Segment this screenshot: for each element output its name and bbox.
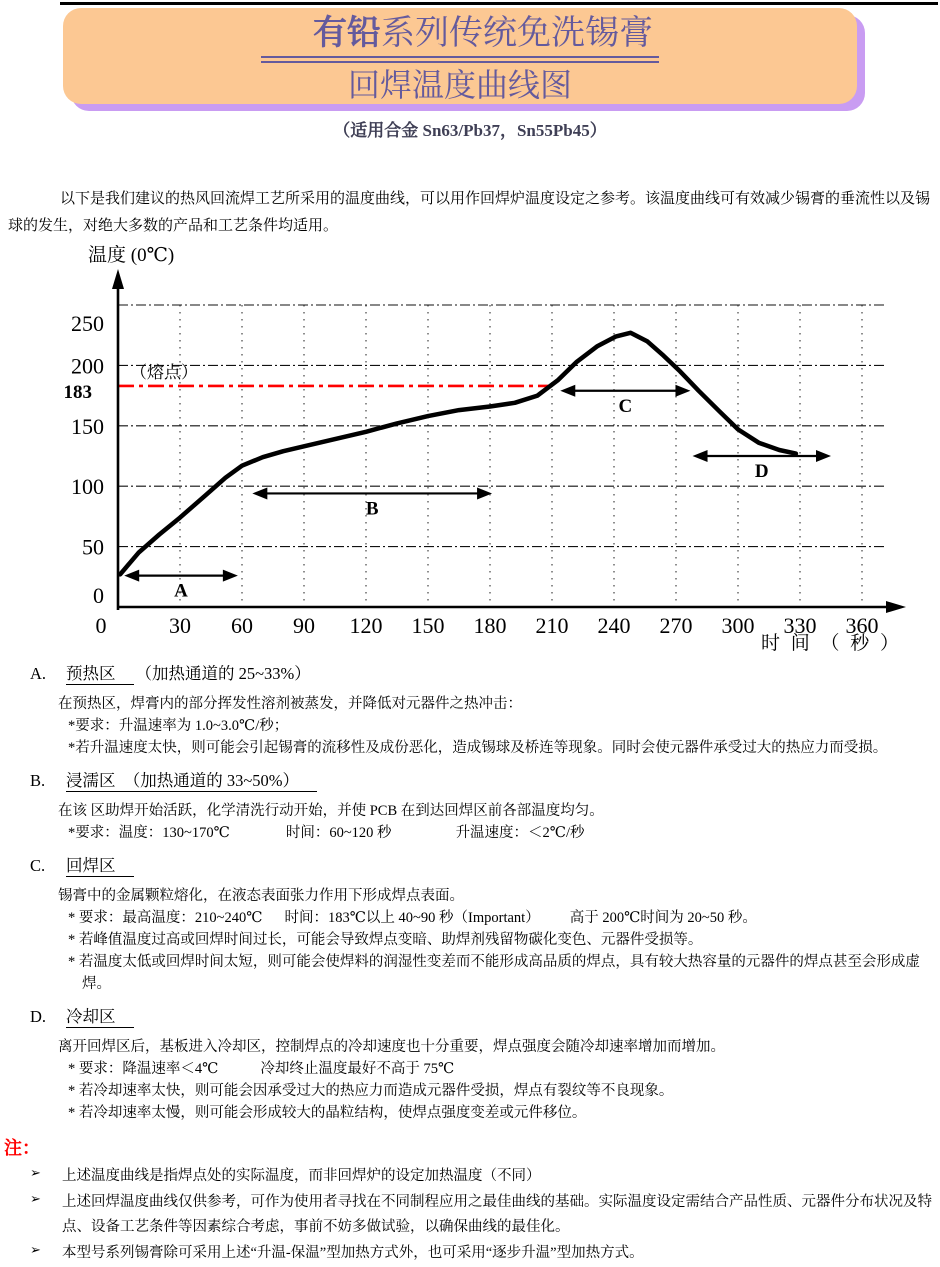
requirement-part: 时间：60~120 秒 <box>285 825 392 841</box>
title-underline <box>261 14 659 63</box>
section-text-line: * 若冷却速率太快，则可能会因承受过大的热应力而造成元器件受损，焊点有裂纹等不良现象。 <box>68 1083 674 1099</box>
section-title: 预热区 <box>66 664 134 685</box>
section-heading <box>30 1004 936 1030</box>
note-text: 上述回焊温度曲线仅供参考，可作为使用者寻找在不同制程应用之最佳曲线的基础。实际温度设定需结合产品性质、元器件分布状况及特点、设备工艺条件等因素综合考虑，事前不妨多做试验，以确保曲线的最佳化。 <box>62 1194 932 1235</box>
x-tick-label: 360 <box>845 613 879 638</box>
requirement-part: 时间：183℃以上 40~90 秒（Important） <box>284 910 540 926</box>
notes-block <box>4 1136 936 1266</box>
section-a-preheat-zone <box>30 661 936 759</box>
y-tick-label: 200 <box>71 353 104 379</box>
y-tick-label: 100 <box>71 474 104 500</box>
section-letter: A. <box>30 664 47 683</box>
y-tick-label: 0 <box>93 583 104 608</box>
requirement-part: * 要求：最高温度：210~240℃ <box>68 910 263 926</box>
note-text: 本型号系列锡膏除可采用上述“升温-保温”型加热方式外，也可采用“逐步升温”型加热方式。 <box>62 1245 644 1261</box>
x-tick-label: 90 <box>293 613 315 638</box>
section-text-line: 在该 区助焊开始活跃，化学清洗行动开始，并使 PCB 在到达回焊区前各部温度均匀。 <box>58 803 604 819</box>
header-banner <box>63 8 857 104</box>
title-bold-part: 有铅 <box>313 15 381 52</box>
x-tick-label: 270 <box>659 613 693 638</box>
y-tick-label: 50 <box>82 534 104 560</box>
zone-label-C: C <box>618 395 633 417</box>
section-title: 浸濡区 （加热通道的 33~50%） <box>66 771 317 792</box>
section-title: 冷却区 <box>66 1007 134 1028</box>
x-tick-label: 0 <box>95 613 107 638</box>
zones-description <box>4 652 936 1267</box>
section-letter: C. <box>30 856 46 875</box>
chart-area <box>0 245 940 660</box>
requirement-part: *要求：温度：130~170℃ <box>68 825 230 841</box>
section-text-line: 在预热区，焊膏内的部分挥发性溶剂被蒸发，并降低对元器件之热冲击： <box>58 696 522 712</box>
zone-arrowhead-icon <box>124 570 139 582</box>
x-tick-label: 120 <box>349 613 383 638</box>
section-requirements-line <box>68 822 936 844</box>
x-tick-label: 330 <box>783 613 817 638</box>
temperature-curve <box>120 333 796 575</box>
zone-label-A: A <box>174 580 188 602</box>
x-tick-label: 210 <box>535 613 569 638</box>
page-title-line2: 回焊温度曲线图 <box>347 67 572 103</box>
page-title-line1 <box>63 14 857 63</box>
y-tick-label: 150 <box>71 413 104 439</box>
zone-arrowhead-icon <box>223 570 238 582</box>
section-requirements-line <box>68 907 936 929</box>
top-rule <box>60 2 938 5</box>
note-item <box>30 1190 936 1240</box>
x-tick-label: 180 <box>473 613 507 638</box>
note-text: 上述温度曲线是指焊点处的实际温度，而非回焊炉的设定加热温度（不同） <box>62 1168 541 1184</box>
section-title-paren: （加热通道的 25~33%） <box>135 664 311 683</box>
section-heading <box>30 853 936 879</box>
section-heading <box>30 768 936 794</box>
section-body <box>58 800 936 844</box>
section-requirements-line <box>68 1058 936 1080</box>
section-text-line: * 若峰值温度过高或回焊时间过长，可能会导致焊点变暗、助焊剂残留物碳化变色、元器件受损等。 <box>68 932 703 948</box>
x-axis-arrow-icon <box>886 601 906 613</box>
section-text-line: *若升温速度太快，则可能会引起锡膏的流移性及成份恶化，造成锡球及桥连等现象。同时会使元器件承受过大的热应力而受损。 <box>68 740 888 756</box>
x-tick-label: 150 <box>411 613 445 638</box>
zone-arrowhead-icon <box>252 487 267 499</box>
section-text-line: 锡膏中的金属颗粒熔化，在液态表面张力作用下形成焊点表面。 <box>58 888 464 904</box>
section-c-reflow-zone <box>30 853 936 995</box>
section-text-line: * 若冷却速率太慢，则可能会形成较大的晶粒结构，使焊点强度变差或元件移位。 <box>68 1105 587 1121</box>
x-axis-title: 时 间 （ 秒 ） <box>760 633 902 654</box>
notes-label: 注： <box>4 1138 40 1158</box>
zone-arrowhead-icon <box>816 450 831 462</box>
zone-label-D: D <box>754 461 769 482</box>
requirement-part: * 要求：降温速率＜4℃ <box>68 1061 219 1077</box>
x-tick-label: 60 <box>231 613 253 638</box>
y-axis-title: 温度 (0℃) <box>88 245 175 266</box>
section-body <box>58 1036 936 1124</box>
zone-arrowhead-icon <box>477 487 492 499</box>
section-title: 回焊区 <box>66 856 134 877</box>
y-axis-arrow-icon <box>112 269 124 289</box>
section-heading <box>30 661 936 687</box>
requirement-part: 冷却终止温度最好不高于 75℃ <box>260 1061 455 1077</box>
x-tick-label: 30 <box>169 613 191 638</box>
zone-arrowhead-icon <box>560 385 575 397</box>
reflow-temperature-chart <box>0 245 940 660</box>
section-d-cooling-zone <box>30 1004 936 1124</box>
x-tick-label: 300 <box>721 613 755 638</box>
section-body <box>58 693 936 759</box>
note-item <box>30 1241 936 1266</box>
title-rest-part: 系列传统免洗锡膏 <box>381 15 653 52</box>
intro-paragraph: 以下是我们建议的热风回流焊工艺所采用的温度曲线，可以用作回焊炉温度设定之参考。该温度曲线可有效减少锡膏的垂流性以及锡球的发生，对绝大多数的产品和工艺条件均适用。 <box>8 191 931 234</box>
section-letter: D. <box>30 1007 47 1026</box>
section-b-soak-zone <box>30 768 936 844</box>
section-body <box>58 885 936 995</box>
section-text-line: * 若温度太低或回焊时间太短，则可能会使焊料的润湿性变差而不能形成高品质的焊点，具有较大热容量的元器件的焊点甚至会形成虚焊。 <box>68 954 920 992</box>
arrow-bullet-icon: ➢ <box>30 1243 41 1258</box>
section-text-line: *要求：升温速率为 1.0~3.0℃/秒； <box>68 718 289 734</box>
arrow-bullet-icon: ➢ <box>30 1166 41 1181</box>
alloy-note: （适用合金 Sn63/Pb37，Sn55Pb45） <box>333 121 607 140</box>
section-letter: B. <box>30 771 46 790</box>
x-tick-label: 240 <box>597 613 631 638</box>
zone-arrowhead-icon <box>693 450 708 462</box>
requirement-part: 升温速度：＜2℃/秒 <box>455 825 585 841</box>
section-text-line: 离开回焊区后，基板进入冷却区，控制焊点的冷却速度也十分重要，焊点强度会随冷却速率增加而增加。 <box>58 1039 725 1055</box>
zone-arrowhead-icon <box>675 385 690 397</box>
arrow-bullet-icon: ➢ <box>30 1192 41 1207</box>
melting-point-value: 183 <box>63 381 92 403</box>
requirement-part: 高于 200℃时间为 20~50 秒。 <box>569 910 757 926</box>
y-tick-label: 250 <box>71 311 104 336</box>
zone-label-B: B <box>365 498 379 520</box>
note-item <box>30 1164 936 1189</box>
melting-point-annotation: （熔点） <box>130 362 198 382</box>
